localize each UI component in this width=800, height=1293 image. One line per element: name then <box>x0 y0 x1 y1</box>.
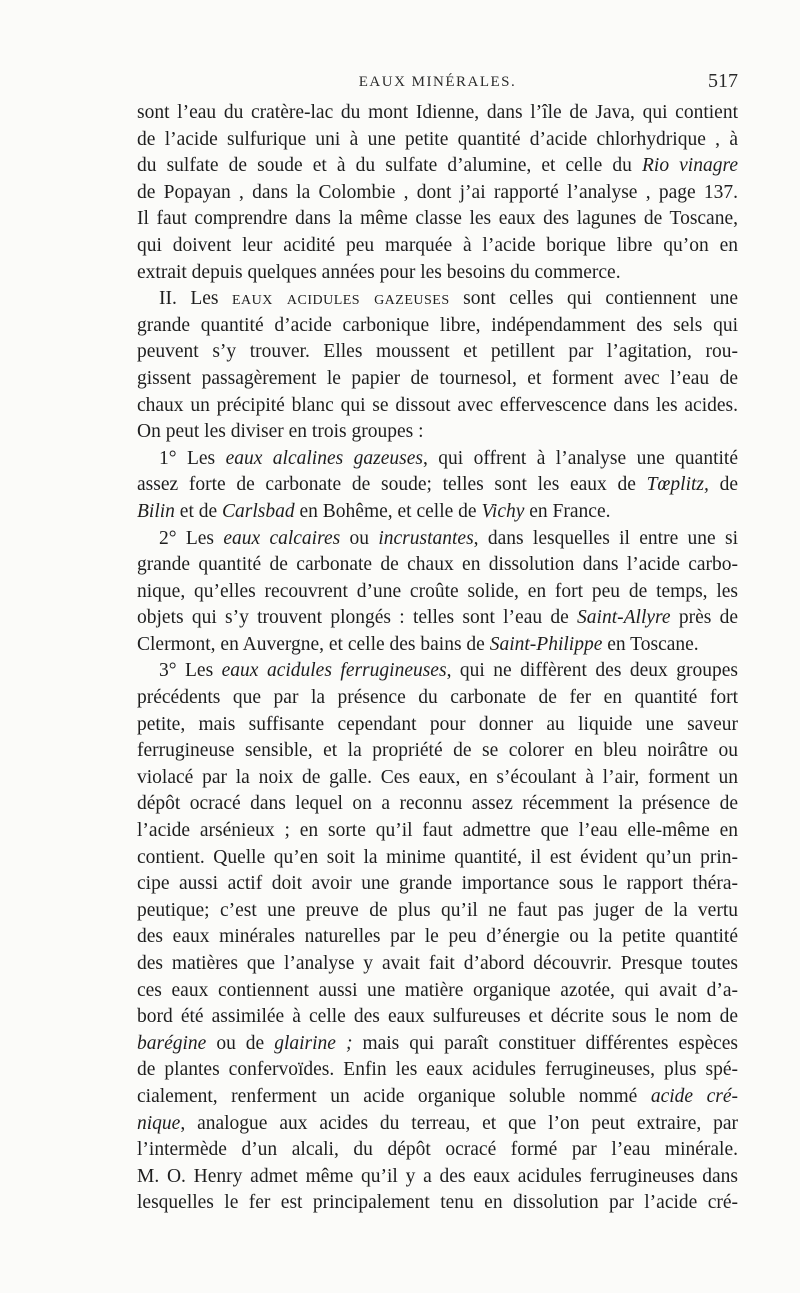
italic-term: Rio vinagre <box>641 155 738 177</box>
text-segment: en France. <box>524 500 611 522</box>
text-line <box>137 100 738 127</box>
text-segment: On peut les diviser en trois groupes : <box>137 421 424 443</box>
text-line <box>137 1137 738 1164</box>
text-segment: extrait depuis quelques années pour les besoins du commerce. <box>137 261 621 283</box>
text-segment: sont celles qui contiennent une <box>449 288 738 310</box>
text-segment: de Popayan , dans la Colombie , dont j’ai rapporté l’analyse , page 137. <box>137 181 738 203</box>
italic-term: eaux acidules ferrugineuses <box>221 660 447 682</box>
text-segment: contient. Quelle qu’en soit la minime quantité, il est évident qu’un prin- <box>137 846 738 868</box>
text-segment: 2° Les <box>159 527 224 549</box>
text-line <box>137 1084 738 1111</box>
text-segment: près de <box>670 607 738 629</box>
text-line <box>137 366 738 393</box>
text-line <box>137 1031 738 1058</box>
italic-term: Saint-Philippe <box>489 633 603 655</box>
italic-term: barégine <box>137 1032 207 1054</box>
text-segment: des matières que l’analyse y avait fait d’abord découvrir. Presque toutes <box>137 953 738 974</box>
text-line <box>137 658 738 685</box>
text-line <box>137 818 738 845</box>
text-segment: II. Les <box>159 288 232 310</box>
text-segment: peuvent s’y trouver. Elles moussent et petillent par l’agitation, rou- <box>137 341 738 363</box>
italic-term: incrustantes <box>378 527 474 549</box>
text-line <box>137 978 738 1005</box>
text-line <box>137 472 738 499</box>
text-segment: , dans lesquelles il entre une si <box>473 527 739 549</box>
text-segment: de <box>708 474 739 496</box>
italic-term: Vichy <box>481 500 525 522</box>
text-segment: assez forte de carbonate de soude; telles sont les eaux de <box>137 474 647 496</box>
text-line <box>137 393 738 420</box>
text-line <box>137 1164 738 1191</box>
italic-term: glairine ; <box>274 1032 353 1054</box>
italic-term: Carlsbad <box>222 500 295 522</box>
text-segment: Clermont, en Auvergne, et celle des bains de <box>137 633 490 655</box>
text-line <box>137 898 738 925</box>
text-segment: cipe aussi actif doit avoir une grande importance sous le rapport théra- <box>137 873 738 895</box>
text-segment: l’intermède d’un alcali, du dépôt ocracé formé par l’eau minérale. <box>137 1139 738 1161</box>
text-line <box>137 286 738 313</box>
text-segment: en Bohême, et celle de <box>294 500 482 522</box>
text-line <box>137 313 738 340</box>
text-segment: peutique; c’est une preuve de plus qu’il ne faut pas juger de la vertu <box>137 899 738 921</box>
text-line <box>137 845 738 872</box>
text-line <box>137 180 738 207</box>
text-line <box>137 419 738 446</box>
body-text <box>137 100 738 1217</box>
italic-term: Bilin <box>137 500 175 522</box>
text-segment: grande quantité de carbonate de chaux en dissolution dans l’acide carbo- <box>137 554 738 576</box>
text-segment: gissent passagèrement le papier de tournesol, et forment avec l’eau de <box>137 367 738 389</box>
text-segment: violacé par la noix de galle. Ces eaux, en s’écoulant à l’air, forment un <box>137 766 738 788</box>
text-line <box>137 951 738 978</box>
text-line <box>137 339 738 366</box>
text-segment: ferrugineuse sensible, et la propriété de se colorer en bleu noirâtre ou <box>137 740 738 762</box>
text-line <box>137 233 738 260</box>
text-line <box>137 765 738 792</box>
italic-term: eaux calcaires <box>223 527 341 549</box>
text-line <box>137 1111 738 1138</box>
text-line <box>137 579 738 606</box>
italic-term: nique <box>137 1112 181 1134</box>
text-line <box>137 260 738 287</box>
text-line <box>137 446 738 473</box>
italic-term: Tœplitz, <box>646 474 709 496</box>
text-segment: lesquelles le fer est principalement tenu en dissolution par l’acide cré- <box>137 1192 738 1214</box>
text-segment: M. O. Henry admet même qu’il y a des eaux acidules ferrugineuses dans <box>137 1165 738 1187</box>
text-line <box>137 127 738 154</box>
text-line <box>137 712 738 739</box>
text-segment: du sulfate de soude et à du sulfate d’alumine, et celle du <box>137 155 642 177</box>
text-line <box>137 153 738 180</box>
italic-term: eaux alcalines gazeuses <box>225 447 423 469</box>
text-segment: grande quantité d’acide carbonique libre, indépendamment des sels qui <box>137 314 738 336</box>
text-segment: des eaux minérales naturelles par le peu d’énergie ou la petite quantité <box>137 926 738 948</box>
text-segment: dépôt ocracé dans lequel on a reconnu assez récemment la présence de <box>137 793 738 815</box>
text-line <box>137 605 738 632</box>
text-segment: et de <box>174 500 223 522</box>
text-segment: cialement, renferment un acide organique soluble nommé <box>137 1085 651 1107</box>
text-line <box>137 738 738 765</box>
italic-term: Saint-Allyre <box>577 607 671 629</box>
text-segment: , qui ne diffèrent des deux groupes <box>446 660 739 682</box>
text-segment: nique, qu’elles recouvrent d’une croûte solide, en fort peu de temps, les <box>137 580 738 602</box>
text-segment: , analogue aux acides du terreau, et que l’on peut extraire, par <box>180 1112 738 1134</box>
text-segment: 1° Les <box>159 447 226 469</box>
text-segment: mais qui paraît constituer différentes espèces <box>352 1032 738 1054</box>
running-head <box>137 70 738 96</box>
text-line <box>137 1057 738 1084</box>
text-segment: ces eaux contiennent aussi une matière organique azotée, qui avait d’a- <box>137 979 738 1001</box>
text-segment: de l’acide sulfurique uni à une petite quantité d’acide chlorhydrique , à <box>137 128 738 150</box>
small-caps-term: eaux acidules gazeuses <box>232 288 450 310</box>
text-segment: petite, mais suffisante cependant pour donner au liquide une saveur <box>137 713 738 735</box>
text-line <box>137 791 738 818</box>
text-segment: bord été assimilée à celle des eaux sulfureuses et décrite sous le nom de <box>137 1006 738 1028</box>
text-line <box>137 871 738 898</box>
page-number: 517 <box>708 70 738 92</box>
text-line <box>137 924 738 951</box>
text-segment: ou de <box>206 1032 275 1054</box>
text-segment: objets qui s’y trouvent plongés : telles sont l’eau de <box>137 607 578 629</box>
text-line <box>137 499 738 526</box>
text-segment: qui doivent leur acidité peu marquée à l’acide borique libre qu’on en <box>137 234 738 256</box>
text-segment: chaux un précipité blanc qui se dissout avec effervescence dans les acides. <box>137 394 738 416</box>
italic-term: acide cré- <box>650 1085 738 1107</box>
text-line <box>137 526 738 553</box>
text-segment: Il faut comprendre dans la même classe les eaux des lagunes de Toscane, <box>137 208 738 230</box>
text-segment: , qui offrent à l’analyse une quantité <box>422 447 738 469</box>
text-line <box>137 552 738 579</box>
text-segment: précédents que par la présence du carbonate de fer en quantité fort <box>137 687 738 709</box>
text-segment: de plantes confervoïdes. Enfin les eaux acidules ferrugineuses, plus spé- <box>137 1059 738 1081</box>
running-head-title: EAUX MINÉRALES. <box>358 74 517 90</box>
text-segment: ou <box>340 527 379 549</box>
text-segment: l’acide arsénieux ; en sorte qu’il faut admettre que l’eau elle-même en <box>137 820 738 842</box>
text-line <box>137 1190 738 1217</box>
text-segment: 3° Les <box>159 660 222 682</box>
text-segment: sont l’eau du cratère-lac du mont Idienne, dans l’île de Java, qui contient <box>137 102 738 123</box>
text-line <box>137 632 738 659</box>
text-line <box>137 1004 738 1031</box>
text-line <box>137 685 738 712</box>
text-line <box>137 206 738 233</box>
text-segment: en Toscane. <box>602 633 699 655</box>
